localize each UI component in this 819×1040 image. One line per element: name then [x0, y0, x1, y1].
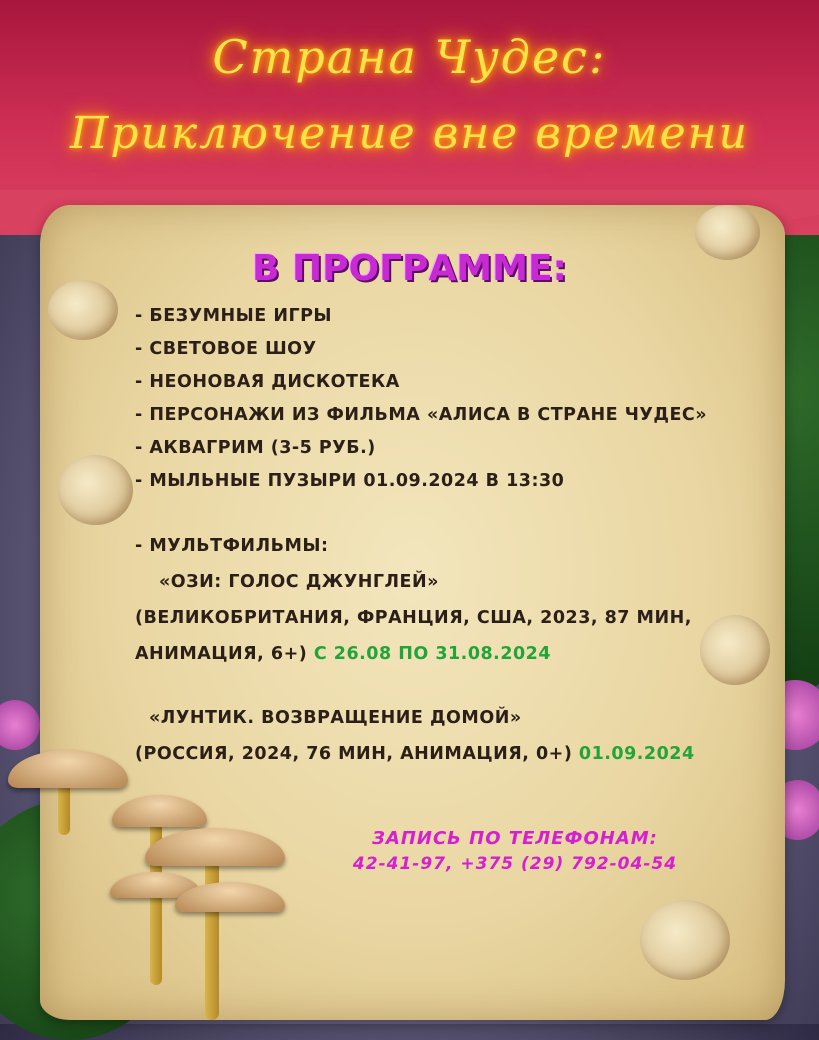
page-title-line2: Приключение вне времени: [70, 108, 749, 159]
flower-cluster: [0, 700, 40, 750]
film1-dates: С 26.08 ПО 31.08.2024: [313, 644, 552, 664]
film1-info-end: [135, 636, 785, 672]
film2-title: «ЛУНТИК. ВОЗВРАЩЕНИЕ ДОМОЙ»: [149, 708, 522, 728]
program-heading: В ПРОГРАММЕ:: [252, 248, 567, 289]
film2-date: 01.09.2024: [578, 744, 695, 764]
film2-info-row: [135, 736, 785, 772]
mushroom-stem: [205, 855, 219, 1020]
list-item: - СВЕТОВОЕ ШОУ: [135, 339, 317, 359]
scroll-curl-icon: [640, 900, 730, 980]
scroll-curl-icon: [48, 280, 118, 340]
scroll-curl-icon: [58, 455, 133, 525]
film2-info: (РОССИЯ, 2024, 76 МИН, АНИМАЦИЯ, 0+): [135, 744, 573, 764]
list-item: - ПЕРСОНАЖИ ИЗ ФИЛЬМА «АЛИСА В СТРАНЕ ЧУДЕС»: [135, 405, 708, 425]
cartoons-section: [135, 528, 785, 772]
film1-info-line2: АНИМАЦИЯ, 6+): [135, 644, 308, 664]
list-item: - БЕЗУМНЫЕ ИГРЫ: [135, 306, 333, 326]
page-title-line1: Страна Чудес:: [212, 30, 607, 84]
list-item: - НЕОНОВАЯ ДИСКОТЕКА: [135, 372, 400, 392]
list-item: - МЫЛЬНЫЕ ПУЗЫРИ 01.09.2024 В 13:30: [135, 471, 565, 491]
program-list: [135, 300, 775, 498]
cartoons-heading: - МУЛЬТФИЛЬМЫ:: [135, 536, 329, 556]
film1-title: «ОЗИ: ГОЛОС ДЖУНГЛЕЙ»: [159, 572, 439, 592]
contact-label: ЗАПИСЬ ПО ТЕЛЕФОНАМ:: [372, 828, 658, 849]
contact-phones: 42-41-97, +375 (29) 792-04-54: [352, 854, 678, 874]
list-item: - АКВАГРИМ (3-5 РУБ.): [135, 438, 376, 458]
film1-info: (ВЕЛИКОБРИТАНИЯ, ФРАНЦИЯ, США, 2023, 87 МИН,: [135, 608, 692, 628]
spacer: [135, 672, 785, 700]
